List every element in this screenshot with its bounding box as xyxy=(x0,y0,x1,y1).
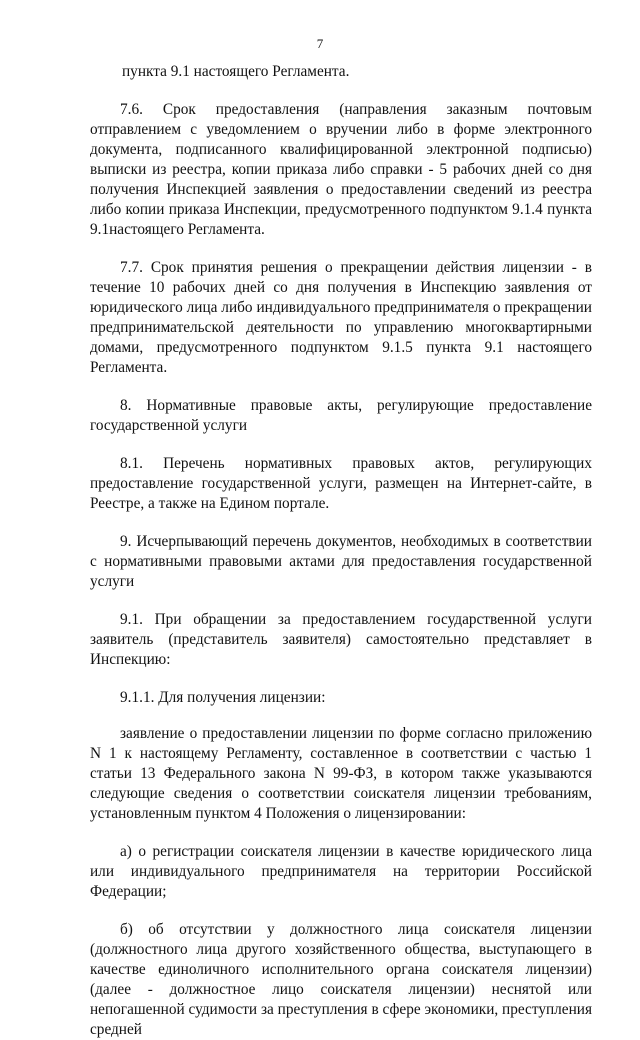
section-heading-9: 9. Исчерпывающий перечень документов, необходимых в соответствии с нормативными правовыми актами для предоставления государственной услуги xyxy=(90,533,592,590)
paragraph-item-a: а) о регистрации соискателя лицензии в качестве юридического лица или индивидуального предпринимателя на территории Российской Федерации; xyxy=(90,843,592,900)
paragraph-continuation: пункта 9.1 настоящего Регламента. xyxy=(122,63,350,80)
paragraph-application: заявление о предоставлении лицензии по форме согласно приложению N 1 к настоящему Регламенту, составленное в соответствии с частью 1 статьи 13 Федерального закона N 99-ФЗ, в котором также указываются следующие сведения о соответствии соискателя лицензии требованиям, установленным пунктом 4 Положения о лицензировании: xyxy=(90,725,592,822)
paragraph-item-b: б) об отсутствии у должностного лица соискателя лицензии (должностного лица другого хозяйственного общества, выступающего в качестве единоличного исполнительного органа соискателя лицензии) (далее - должностное лицо соискателя лицензии) неснятой или непогашенной судимости за преступления в сфере экономики, преступления средней xyxy=(90,921,592,1038)
paragraph-8-1: 8.1. Перечень нормативных правовых актов, регулирующих предоставление государственной услуги, размещен на Интернет-сайте, в Реестре, а также на Едином портале. xyxy=(90,455,592,512)
page-number: 7 xyxy=(316,36,324,51)
section-heading-8: 8. Нормативные правовые акты, регулирующие предоставление государственной услуги xyxy=(90,397,592,434)
paragraph-7-7: 7.7. Срок принятия решения о прекращении действия лицензии - в течение 10 рабочих дней со дня получения в Инспекцию заявления от юридического лица либо индивидуального предпринимателя о прекращении предпринимательской деятельности по управлению многоквартирными домами, предусмотренного подпунктом 9.1.5 пункта 9.1 настоящего Регламента. xyxy=(90,259,592,376)
paragraph-9-1: 9.1. При обращении за предоставлением государственной услуги заявитель (представитель заявителя) самостоятельно представляет в Инспекцию: xyxy=(90,611,592,668)
document-body xyxy=(90,62,592,1040)
paragraph-9-1-1: 9.1.1. Для получения лицензии: xyxy=(120,689,326,706)
paragraph-7-6: 7.6. Срок предоставления (направления заказным почтовым отправлением с уведомлением о вручении либо в форме электронного документа, подписанного квалифицированной электронной подписью) выписки из реестра, копии приказа либо справки - 5 рабочих дней со дня получения Инспекцией заявления о предоставлении сведений из реестра либо копии приказа Инспекции, предусмотренного подпунктом 9.1.4 пункта 9.1настоящего Регламента. xyxy=(90,101,592,238)
